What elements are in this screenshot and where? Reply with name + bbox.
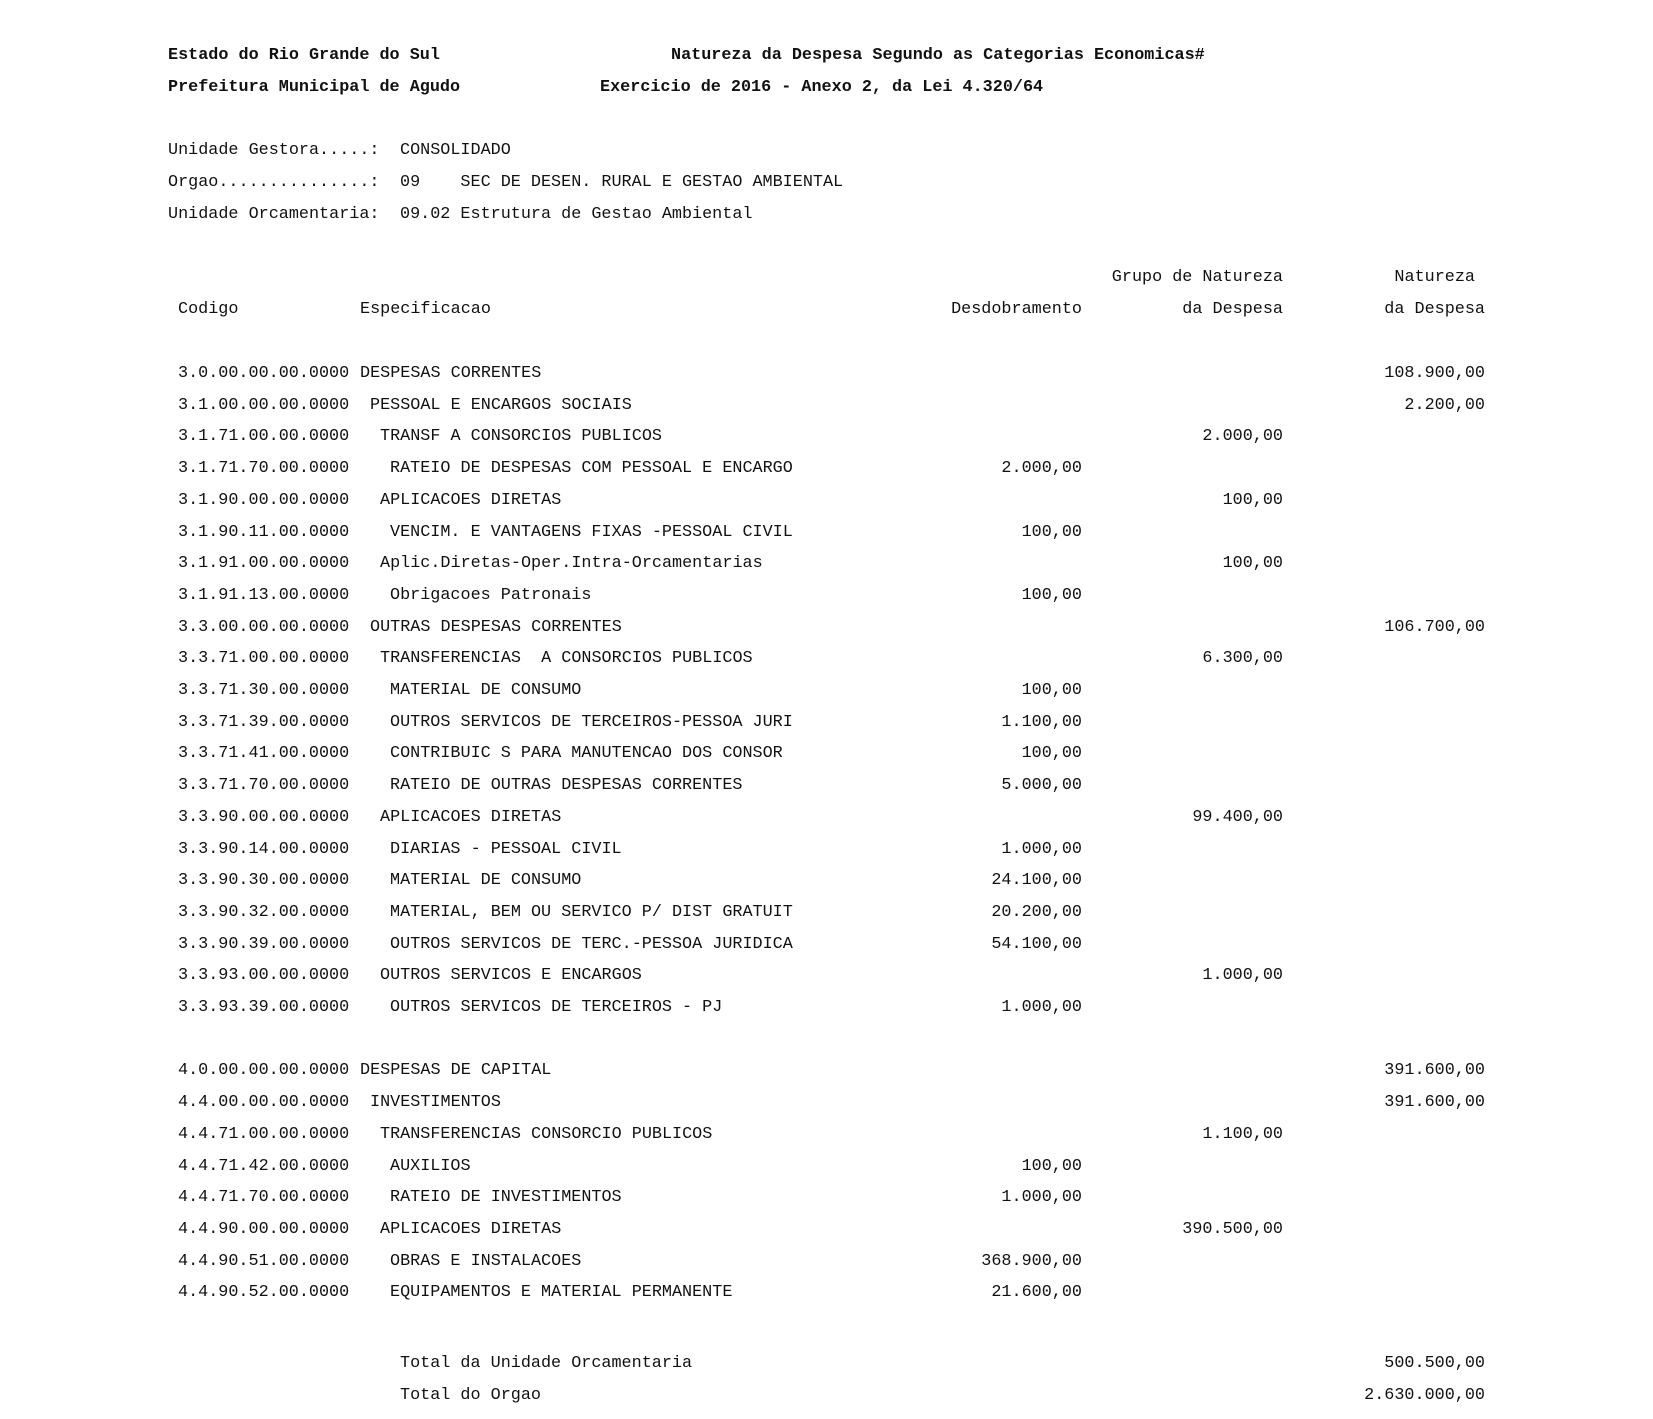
col-header-natureza-line1: Natureza <box>1394 268 1475 287</box>
table-row <box>0 808 1653 830</box>
table-row <box>0 1283 1653 1305</box>
row-code: 4.4.90.00.00.0000 <box>178 1220 350 1239</box>
row-code: 3.1.00.00.00.0000 <box>178 396 350 415</box>
table-row <box>0 713 1653 735</box>
table-row <box>0 1220 1653 1242</box>
row-specification: AUXILIOS <box>390 1157 471 1176</box>
row-specification: PESSOAL E ENCARGOS SOCIAIS <box>370 396 632 415</box>
table-row <box>0 459 1653 481</box>
row-natureza: 106.700,00 <box>1384 618 1485 637</box>
table-row <box>0 554 1653 576</box>
table-row <box>0 586 1653 608</box>
row-specification: Obrigacoes Patronais <box>390 586 592 605</box>
row-code: 3.3.71.30.00.0000 <box>178 681 350 700</box>
row-desdobramento: 100,00 <box>1021 681 1082 700</box>
row-specification: APLICACOES DIRETAS <box>380 491 562 510</box>
row-code: 3.1.71.00.00.0000 <box>178 427 350 446</box>
row-desdobramento: 1.000,00 <box>1001 840 1082 859</box>
total-unidade-label: Total da Unidade Orcamentaria <box>400 1354 693 1373</box>
row-specification: OBRAS E INSTALACOES <box>390 1252 582 1271</box>
col-header-grupo-line1: Grupo de Natureza <box>1111 268 1283 287</box>
table-row <box>0 1125 1653 1147</box>
row-code: 3.1.91.13.00.0000 <box>178 586 350 605</box>
row-code: 3.3.93.39.00.0000 <box>178 998 350 1017</box>
unidade-orcamentaria-value: 09.02 Estrutura de Gestao Ambiental <box>400 205 753 224</box>
table-row <box>0 776 1653 798</box>
row-desdobramento: 20.200,00 <box>991 903 1082 922</box>
row-desdobramento: 5.000,00 <box>1001 776 1082 795</box>
table-row <box>0 1061 1653 1083</box>
row-code: 3.3.71.70.00.0000 <box>178 776 350 795</box>
row-specification: OUTROS SERVICOS DE TERCEIROS-PESSOA JURI <box>390 713 793 732</box>
row-grupo-natureza: 100,00 <box>1222 554 1283 573</box>
row-specification: TRANSFERENCIAS CONSORCIO PUBLICOS <box>380 1125 713 1144</box>
row-code: 3.3.90.30.00.0000 <box>178 871 350 890</box>
row-specification: VENCIM. E VANTAGENS FIXAS -PESSOAL CIVIL <box>390 523 793 542</box>
row-grupo-natureza: 390.500,00 <box>1182 1220 1283 1239</box>
row-code: 3.3.90.14.00.0000 <box>178 840 350 859</box>
row-grupo-natureza: 6.300,00 <box>1202 649 1283 668</box>
col-header-desdobramento: Desdobramento <box>951 300 1082 319</box>
row-code: 4.4.71.70.00.0000 <box>178 1188 350 1207</box>
row-specification: EQUIPAMENTOS E MATERIAL PERMANENTE <box>390 1283 733 1302</box>
table-row <box>0 1252 1653 1274</box>
row-code: 3.1.71.70.00.0000 <box>178 459 350 478</box>
row-specification: OUTROS SERVICOS DE TERCEIROS - PJ <box>390 998 723 1017</box>
orgao-label: Orgao...............: <box>168 173 380 192</box>
row-specification: TRANSF A CONSORCIOS PUBLICOS <box>380 427 662 446</box>
row-desdobramento: 2.000,00 <box>1001 459 1082 478</box>
table-row <box>0 871 1653 893</box>
table-row <box>0 364 1653 386</box>
row-specification: DESPESAS CORRENTES <box>360 364 542 383</box>
row-code: 3.0.00.00.00.0000 <box>178 364 350 383</box>
table-row <box>0 1188 1653 1210</box>
table-row <box>0 649 1653 671</box>
row-code: 3.1.90.00.00.0000 <box>178 491 350 510</box>
row-specification: CONTRIBUIC S PARA MANUTENCAO DOS CONSOR <box>390 744 783 763</box>
row-specification: OUTROS SERVICOS E ENCARGOS <box>380 966 642 985</box>
row-natureza: 391.600,00 <box>1384 1093 1485 1112</box>
row-specification: OUTRAS DESPESAS CORRENTES <box>370 618 622 637</box>
table-row <box>0 1093 1653 1115</box>
table-row <box>0 840 1653 862</box>
row-specification: TRANSFERENCIAS A CONSORCIOS PUBLICOS <box>380 649 753 668</box>
row-specification: APLICACOES DIRETAS <box>380 1220 562 1239</box>
row-specification: MATERIAL DE CONSUMO <box>390 681 582 700</box>
row-specification: RATEIO DE INVESTIMENTOS <box>390 1188 622 1207</box>
col-header-natureza-line2: da Despesa <box>1384 300 1485 319</box>
row-desdobramento: 1.000,00 <box>1001 998 1082 1017</box>
row-specification: RATEIO DE DESPESAS COM PESSOAL E ENCARGO <box>390 459 793 478</box>
row-code: 4.0.00.00.00.0000 <box>178 1061 350 1080</box>
row-desdobramento: 1.100,00 <box>1001 713 1082 732</box>
row-desdobramento: 24.100,00 <box>991 871 1082 890</box>
row-specification: Aplic.Diretas-Oper.Intra-Orcamentarias <box>380 554 763 573</box>
row-specification: MATERIAL, BEM OU SERVICO P/ DIST GRATUIT <box>390 903 793 922</box>
row-code: 3.3.00.00.00.0000 <box>178 618 350 637</box>
row-natureza: 2.200,00 <box>1404 396 1485 415</box>
table-row <box>0 396 1653 418</box>
row-grupo-natureza: 99.400,00 <box>1192 808 1283 827</box>
row-code: 4.4.90.52.00.0000 <box>178 1283 350 1302</box>
unidade-gestora-label: Unidade Gestora.....: <box>168 141 380 160</box>
row-desdobramento: 54.100,00 <box>991 935 1082 954</box>
table-row <box>0 935 1653 957</box>
col-header-codigo: Codigo <box>178 300 239 319</box>
row-grupo-natureza: 100,00 <box>1222 491 1283 510</box>
row-specification: INVESTIMENTOS <box>370 1093 501 1112</box>
row-natureza: 391.600,00 <box>1384 1061 1485 1080</box>
total-orgao-label: Total do Orgao <box>400 1386 541 1405</box>
row-specification: MATERIAL DE CONSUMO <box>390 871 582 890</box>
row-specification: OUTROS SERVICOS DE TERC.-PESSOA JURIDICA <box>390 935 793 954</box>
row-code: 4.4.00.00.00.0000 <box>178 1093 350 1112</box>
row-code: 3.3.93.00.00.0000 <box>178 966 350 985</box>
row-desdobramento: 368.900,00 <box>981 1252 1082 1271</box>
table-row <box>0 1157 1653 1179</box>
row-code: 4.4.90.51.00.0000 <box>178 1252 350 1271</box>
orgao-value: 09 SEC DE DESEN. RURAL E GESTAO AMBIENTAL <box>400 173 844 192</box>
row-desdobramento: 100,00 <box>1021 586 1082 605</box>
table-row <box>0 618 1653 640</box>
table-row <box>0 966 1653 988</box>
row-code: 4.4.71.42.00.0000 <box>178 1157 350 1176</box>
row-desdobramento: 1.000,00 <box>1001 1188 1082 1207</box>
row-specification: DIARIAS - PESSOAL CIVIL <box>390 840 622 859</box>
row-grupo-natureza: 2.000,00 <box>1202 427 1283 446</box>
table-row <box>0 903 1653 925</box>
report-subtitle: Exercicio de 2016 - Anexo 2, da Lei 4.320/64 <box>600 78 1044 97</box>
row-natureza: 108.900,00 <box>1384 364 1485 383</box>
row-code: 3.1.90.11.00.0000 <box>178 523 350 542</box>
row-code: 3.3.90.32.00.0000 <box>178 903 350 922</box>
row-desdobramento: 100,00 <box>1021 744 1082 763</box>
row-grupo-natureza: 1.100,00 <box>1202 1125 1283 1144</box>
unidade-orcamentaria-label: Unidade Orcamentaria: <box>168 205 380 224</box>
row-desdobramento: 21.600,00 <box>991 1283 1082 1302</box>
row-specification: APLICACOES DIRETAS <box>380 808 562 827</box>
row-grupo-natureza: 1.000,00 <box>1202 966 1283 985</box>
table-row <box>0 744 1653 766</box>
table-row <box>0 523 1653 545</box>
col-header-grupo-line2: da Despesa <box>1182 300 1283 319</box>
table-row <box>0 427 1653 449</box>
unidade-gestora-value: CONSOLIDADO <box>400 141 511 160</box>
col-header-especificacao: Especificacao <box>360 300 491 319</box>
row-code: 3.3.90.00.00.0000 <box>178 808 350 827</box>
row-desdobramento: 100,00 <box>1021 1157 1082 1176</box>
row-code: 3.3.71.00.00.0000 <box>178 649 350 668</box>
report-title: Natureza da Despesa Segundo as Categorias Economicas# <box>671 46 1205 65</box>
row-specification: DESPESAS DE CAPITAL <box>360 1061 552 1080</box>
row-specification: RATEIO DE OUTRAS DESPESAS CORRENTES <box>390 776 743 795</box>
state-name: Estado do Rio Grande do Sul <box>168 46 440 65</box>
row-code: 3.3.71.41.00.0000 <box>178 744 350 763</box>
total-orgao-value: 2.630.000,00 <box>1364 1386 1485 1405</box>
table-row <box>0 491 1653 513</box>
row-code: 3.1.91.00.00.0000 <box>178 554 350 573</box>
row-code: 4.4.71.00.00.0000 <box>178 1125 350 1144</box>
table-row <box>0 998 1653 1020</box>
table-row <box>0 681 1653 703</box>
municipality-name: Prefeitura Municipal de Agudo <box>168 78 461 97</box>
row-code: 3.3.71.39.00.0000 <box>178 713 350 732</box>
row-code: 3.3.90.39.00.0000 <box>178 935 350 954</box>
total-unidade-value: 500.500,00 <box>1384 1354 1485 1373</box>
row-desdobramento: 100,00 <box>1021 523 1082 542</box>
